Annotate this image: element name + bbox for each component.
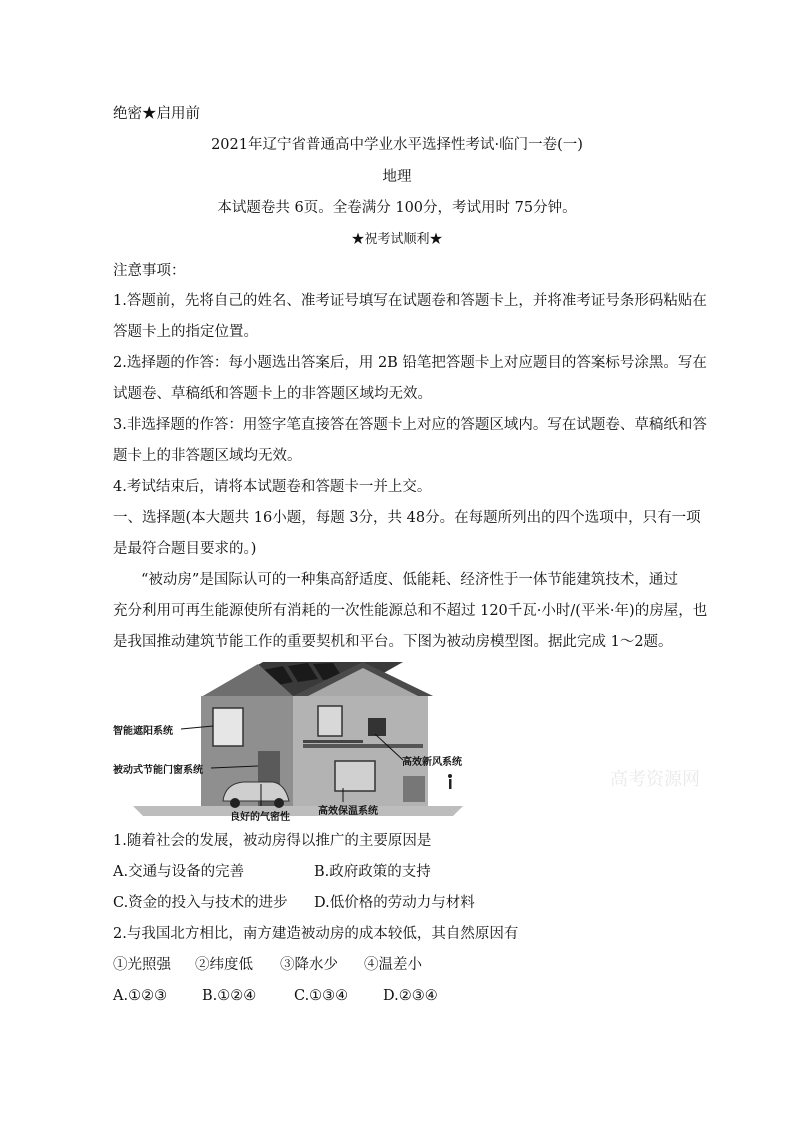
q2-item: ④温差小 — [364, 957, 422, 973]
airtight-label: 良好的气密性 — [230, 812, 290, 823]
q2-option-c: C.①③④ — [294, 988, 349, 1004]
notice-heading: 注意事项： — [113, 263, 186, 279]
q2-option-b: B.①②④ — [202, 988, 257, 1004]
doors-label: 被动式节能门窗系统 — [113, 765, 203, 776]
exam-info: 本试题卷共 6页。全卷满分 100分，考试用时 75分钟。 — [217, 200, 577, 216]
q1-option-d: D.低价格的劳动力与材料 — [314, 895, 475, 911]
question-2-stem: 2.与我国北方相比，南方建造被动房的成本较低，其自然原因有 — [113, 926, 519, 942]
passive-house-illustration — [113, 656, 483, 824]
good-luck: ★祝考试顺利★ — [351, 232, 443, 247]
ventilation-label: 高效新风系统 — [402, 757, 462, 768]
exam-title: 2021年辽宁省普通高中学业水平选择性考试·临门一卷(一) — [211, 137, 583, 153]
notice-line: 3.非选择题的作答：用签字笔直接答在答题卡上对应的答题区域内。写在试题卷、草稿纸和答 — [113, 417, 707, 433]
subject-title: 地理 — [382, 169, 412, 185]
question-1-stem: 1.随着社会的发展，被动房得以推广的主要原因是 — [113, 833, 432, 849]
notice-line: 4.考试结束后，请将本试题卷和答题卡一并上交。 — [113, 479, 432, 495]
notice-line: 2.选择题的作答：每小题选出答案后，用 2B 铅笔把答题卡上对应题目的答案标号涂黑。写在 — [113, 355, 707, 371]
insulation-label: 高效保温系统 — [318, 806, 378, 817]
notice-line: 答题卡上的指定位置。 — [113, 324, 258, 340]
q1-option-c: C.资金的投入与技术的进步 — [113, 895, 288, 911]
q1-option-a: A.交通与设备的完善 — [113, 864, 245, 880]
q2-item: ②纬度低 — [195, 957, 253, 973]
q2-option-a: A.①②③ — [113, 988, 168, 1004]
notice-line: 1.答题前，先将自己的姓名、准考证号填写在试题卷和答题卡上，并将准考证号条形码粘贴在 — [113, 293, 707, 309]
passage-line: 是我国推动建筑节能工作的重要契机和平台。下图为被动房模型图。据此完成 1～2题。 — [113, 634, 673, 650]
q1-option-b: B.政府政策的支持 — [314, 864, 431, 880]
section-heading: 是最符合题目要求的。) — [113, 541, 257, 557]
passage-line: “被动房”是国际认可的一种集高舒适度、低能耗、经济性于一体节能建筑技术，通过 — [141, 572, 678, 588]
sunshade-label: 智能遮阳系统 — [113, 726, 173, 737]
q2-item: ①光照强 — [113, 957, 171, 973]
watermark: 高考资源网 — [610, 769, 700, 790]
notice-line: 试题卷、草稿纸和答题卡上的非答题区域均无效。 — [113, 386, 432, 402]
notice-line: 题卡上的非答题区域均无效。 — [113, 448, 302, 464]
secret-label: 绝密★启用前 — [113, 106, 200, 122]
q2-item: ③降水少 — [280, 957, 338, 973]
section-heading: 一、选择题(本大题共 16小题，每题 3分，共 48分。在每题所列出的四个选项中，只有一项 — [113, 510, 701, 526]
q2-option-d: D.②③④ — [383, 988, 438, 1004]
passive-house-figure — [113, 656, 483, 824]
passage-line: 充分利用可再生能源使所有消耗的一次性能源总和不超过 120千瓦·小时/(平米·年)的房屋，也 — [113, 603, 708, 619]
